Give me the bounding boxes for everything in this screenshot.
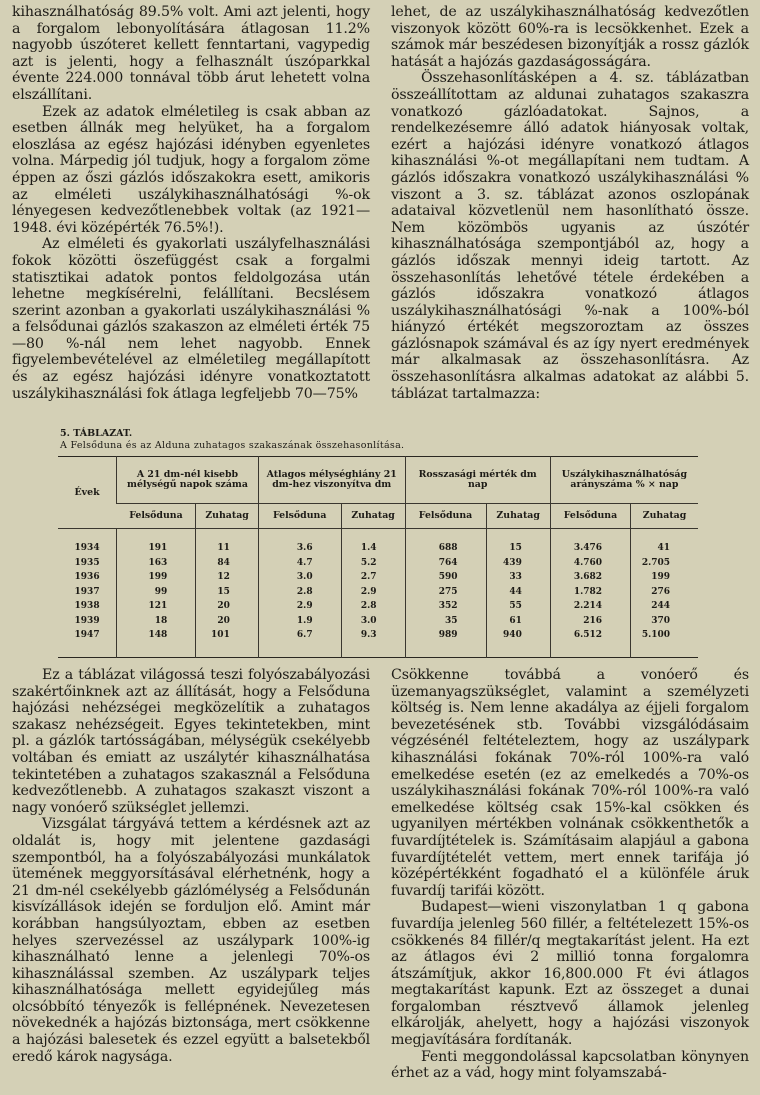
cell-value: 11 bbox=[196, 541, 259, 556]
cell-value: 2.9 bbox=[341, 585, 405, 600]
paragraph: lehet, de az uszálykihasználhatóság kedvezőtlen viszonyok között 60%-ra is lecsökkenhet. Ezek a számok már beszédesen bizonyítják a rossz gázlók hatását a hajózás gazdaságosságára. bbox=[391, 4, 749, 70]
cell-value: 6.512 bbox=[550, 628, 630, 643]
cell-value: 3.476 bbox=[550, 541, 630, 556]
cell-value: 688 bbox=[405, 541, 486, 556]
table-row bbox=[58, 628, 698, 643]
cell-value: 2.214 bbox=[550, 599, 630, 614]
cell-value: 2.8 bbox=[258, 585, 341, 600]
cell-value: 275 bbox=[405, 585, 486, 600]
cell-value: 2.7 bbox=[341, 570, 405, 585]
cell-value: 439 bbox=[486, 556, 550, 571]
text-column-top-right bbox=[391, 4, 749, 402]
cell-value: 989 bbox=[405, 628, 486, 643]
cell-value: 12 bbox=[196, 570, 259, 585]
cell-value: 352 bbox=[405, 599, 486, 614]
cell-value: 2.8 bbox=[341, 599, 405, 614]
cell-value: 61 bbox=[486, 614, 550, 629]
group-header: A 21 dm-nél kisebb mélységű napok száma bbox=[117, 457, 259, 504]
cell-value: 5.2 bbox=[341, 556, 405, 571]
sub-header: Felsőduna bbox=[405, 504, 486, 529]
cell-value: 9.3 bbox=[341, 628, 405, 643]
cell-value: 276 bbox=[631, 585, 698, 600]
paragraph: Fenti meggondolással kapcsolatban könynyen érhet az a vád, hogy mint folyamszabá- bbox=[391, 1048, 749, 1082]
cell-value: 163 bbox=[117, 556, 196, 571]
cell-year: 1939 bbox=[74, 615, 100, 626]
table-caption: A Felsőduna és az Alduna zuhatagos szakaszának összehasonlítása. bbox=[60, 440, 405, 451]
paragraph: Ezek az adatok elméletileg is csak abban az esetben állnák meg helyüket, ha a forgalom eloszlása az egész hajózási idényben egyenletes volna. Márpedig jól tudjuk, hogy a forgalom zöme éppen az őszi gázlós időszakokra esett, amikoris az elméleti uszálykihasználhatósági %-ok lényegesen kedvezőtlenebbek voltak (az 1921—1948. évi középérték 76.5%!). bbox=[12, 103, 370, 236]
cell-value: 35 bbox=[405, 614, 486, 629]
cell-year: 1934 bbox=[74, 543, 100, 553]
sub-header: Zuhatag bbox=[196, 504, 259, 529]
group-header: Uszálykihasználhatóság arányszáma % × nap bbox=[550, 457, 698, 504]
cell-value: 244 bbox=[631, 599, 698, 614]
cell-value: 4.760 bbox=[550, 556, 630, 571]
table-row bbox=[58, 585, 698, 600]
sub-header: Felsőduna bbox=[258, 504, 341, 529]
cell-value: 199 bbox=[631, 570, 698, 585]
cell-value: 101 bbox=[196, 628, 259, 643]
cell-value: 5.100 bbox=[631, 628, 698, 643]
cell-value: 148 bbox=[117, 628, 196, 643]
sub-header: Felsőduna bbox=[117, 504, 196, 529]
cell-value: 18 bbox=[117, 614, 196, 629]
comparison-table-section bbox=[58, 428, 698, 658]
table-row bbox=[58, 556, 698, 571]
cell-value: 15 bbox=[486, 541, 550, 556]
cell-value: 6.7 bbox=[258, 628, 341, 643]
cell-value: 121 bbox=[117, 599, 196, 614]
cell-value: 216 bbox=[550, 614, 630, 629]
cell-value: 590 bbox=[405, 570, 486, 585]
sub-header: Zuhatag bbox=[486, 504, 550, 529]
cell-value: 764 bbox=[405, 556, 486, 571]
text-column-bottom-right bbox=[391, 667, 749, 1082]
cell-value: 44 bbox=[486, 585, 550, 600]
cell-year: 1947 bbox=[74, 630, 100, 640]
paragraph: Az elméleti és gyakorlati uszályfelhasználási fokok közötti öszefüggést csak a forgalmi statisztikai adatok pontos feldolgozása után lehetne megkísérelni, felállítani. Becslésem szerint azonban a gyakorlati uszálykihasználási % a felsődunai gázlós szakaszon az elméleti érték 75—80 %-nál nem lehet nagyobb. Ennek figyelembevételével az elméletileg megállapított és az egész hajózási idényre vonatkoztatott uszálykihasználási fok átlaga legfeljebb 70—75% bbox=[12, 236, 370, 402]
comparison-table bbox=[58, 456, 698, 658]
cell-value: 199 bbox=[117, 570, 196, 585]
cell-year: 1937 bbox=[74, 586, 100, 597]
paragraph: Budapest—wieni viszonylatban 1 q gabona fuvardíja jelenleg 560 fillér, a feltételezett 15%-os csökkenés 84 fillér/q megtakarítást jelent. Ha ezt az átlagos évi 2 millió tonna forgalomra átszámítjuk, akkor 16,800.000 Ft évi átlagos megtakarítást kapunk. Ezt az összeget a dunai forgalomban résztvevő államok jelenleg elkárolják, ahelyett, hogy a hajózási viszonyok megjavítására fordítanák. bbox=[391, 899, 749, 1049]
paragraph: Csökkenne továbbá a vonóerő és üzemanyagszükséglet, valamint a személyzeti költség is. Nem lenne akadálya az éjjeli forgalom bevezetésének stb. További vizsgálódásaim végzésénél feltételeztem, hogy az uszálypark kihasználási fokának 70%-ról 100%-ra való emelkedése esetén (ez az emelkedés a 70%-os uszálykihasználási fokának 70%-ról 100%-ra való emelkedése költség csak 15%-kal csökken és ugyanilyen mértékben volnának csökkenthetők a fuvardíjtételek is. Számításaim alapjául a gabona fuvardíjtételét vettem, mert ennek tarifája jó középértékként fogadható el a különféle áruk fuvardíj tarifái között. bbox=[391, 667, 749, 899]
table-number: 5. TÁBLAZAT. bbox=[60, 428, 133, 439]
cell-value: 15 bbox=[196, 585, 259, 600]
table-row bbox=[58, 570, 698, 585]
group-header: Rosszasági mérték dm nap bbox=[405, 457, 550, 504]
cell-value: 55 bbox=[486, 599, 550, 614]
row-header-years: Évek bbox=[58, 457, 117, 529]
text-column-bottom-left bbox=[12, 667, 370, 1065]
cell-value: 1.4 bbox=[341, 541, 405, 556]
cell-value: 1.9 bbox=[258, 614, 341, 629]
cell-value: 3.0 bbox=[341, 614, 405, 629]
cell-value: 20 bbox=[196, 599, 259, 614]
cell-value: 370 bbox=[631, 614, 698, 629]
cell-value: 3.682 bbox=[550, 570, 630, 585]
cell-value: 2.705 bbox=[631, 556, 698, 571]
text-column-top-left bbox=[12, 4, 370, 402]
cell-value: 99 bbox=[117, 585, 196, 600]
paragraph: Ez a táblázat világossá teszi folyószabályozási szakértőinknek azt az állítását, hogy a Felsőduna hajózási nehézségei megközelítik a zuhatagos szakasz nehézségeit. Egyes tekintetekben, mint pl. a gázlók tartósságában, mélységük csekélyebb voltában és emiatt az uszálytér kihasználhatása tekintetében a zuhatagos szakasznál a Felsőduna kedvezőtlenebb. A zuhatagos szakaszt viszont a nagy vonóerő szükséglet jellemzi. bbox=[12, 667, 370, 816]
cell-value: 41 bbox=[631, 541, 698, 556]
sub-header: Zuhatag bbox=[341, 504, 405, 529]
sub-header: Felsőduna bbox=[550, 504, 630, 529]
group-header: Atlagos mélységhiány 21 dm-hez viszonyítva dm bbox=[258, 457, 405, 504]
cell-year: 1935 bbox=[74, 557, 100, 568]
cell-value: 191 bbox=[117, 541, 196, 556]
cell-value: 20 bbox=[196, 614, 259, 629]
paragraph: Vizsgálat tárgyává tettem a kérdésnek azt az oldalát is, hogy mit jelentene gazdasági szempontból, ha a folyószabályozási munkálatok ütemének meggyorsításával elérhetnénk, hogy a 21 dm-nél csekélyebb gázlómélység a Felsődunán kisvízállások idején se forduljon elő. Amint már korábban hangsúlyoztam, ebben az esetben helyes szervezéssel az uszálypark 100%-ig kihasználható lenne a jelenlegi 70%-os kihasználással szemben. Az uszálypark teljes kihasználhatósága mellett egyidejűleg más olcsóbbító tényezők is fellépnének. Nevezetesen növekednék a hajózás biztonsága, mert csökkenne a hajózási balesetek és ezzel együtt a balsetekből eredő károk nagysága. bbox=[12, 816, 370, 1065]
cell-value: 3.0 bbox=[258, 570, 341, 585]
sub-header: Zuhatag bbox=[631, 504, 698, 529]
table-row bbox=[58, 614, 698, 629]
cell-value: 2.9 bbox=[258, 599, 341, 614]
paragraph: Összehasonlításképen a 4. sz. táblázatban összeállítottam az aldunai zuhatagos szakaszra vonatkozó gázlóadatokat. Sajnos, a rendelkezésemre álló adatok hiányosak voltak, ezért a hajózási idényre vonatkozó átlagos kihasználási %-ot megállapítani nem tudtam. A gázlós időszakra vonatkozó uszálykihasználási % viszont a 3. sz. táblázat azonos oszlopának adataival közvetlenül nem hasonlítható össze. Nem közömbös ugyanis az úszótér kihasználhatósága szempontjából az, hogy a gázlós időszak mennyi ideig tartott. Az összehasonlítás lehetővé tétele érdekében a gázlós időszakra vonatkozó átlagos uszálykihasználhatósági %-nak a 100%-ból hiányzó értékét megszoroztam az összes gázlósnapok számával és az így nyert eredmények már alkalmasak az összehasonlításra. Az összehasonlításra alkalmas adatokat az alábbi 5. táblázat tartalmazza: bbox=[391, 70, 749, 402]
cell-value: 3.6 bbox=[258, 541, 341, 556]
cell-value: 33 bbox=[486, 570, 550, 585]
cell-value: 4.7 bbox=[258, 556, 341, 571]
paragraph: kihasználhatóság 89.5% volt. Ami azt jelenti, hogy a forgalom lebonyolítására átlagosan 11.2% nagyobb úszóteret kellett fenntartani, vagypedig azt is jelenti, hogy a felhasznált úszóparkkal évente 224.000 tonnával több árut lehetett volna elszállítani. bbox=[12, 4, 370, 103]
cell-value: 1.782 bbox=[550, 585, 630, 600]
cell-year: 1938 bbox=[74, 601, 100, 611]
cell-value: 84 bbox=[196, 556, 259, 571]
cell-year: 1936 bbox=[74, 572, 100, 582]
table-row bbox=[58, 541, 698, 556]
cell-value: 940 bbox=[486, 628, 550, 643]
table-row bbox=[58, 599, 698, 614]
